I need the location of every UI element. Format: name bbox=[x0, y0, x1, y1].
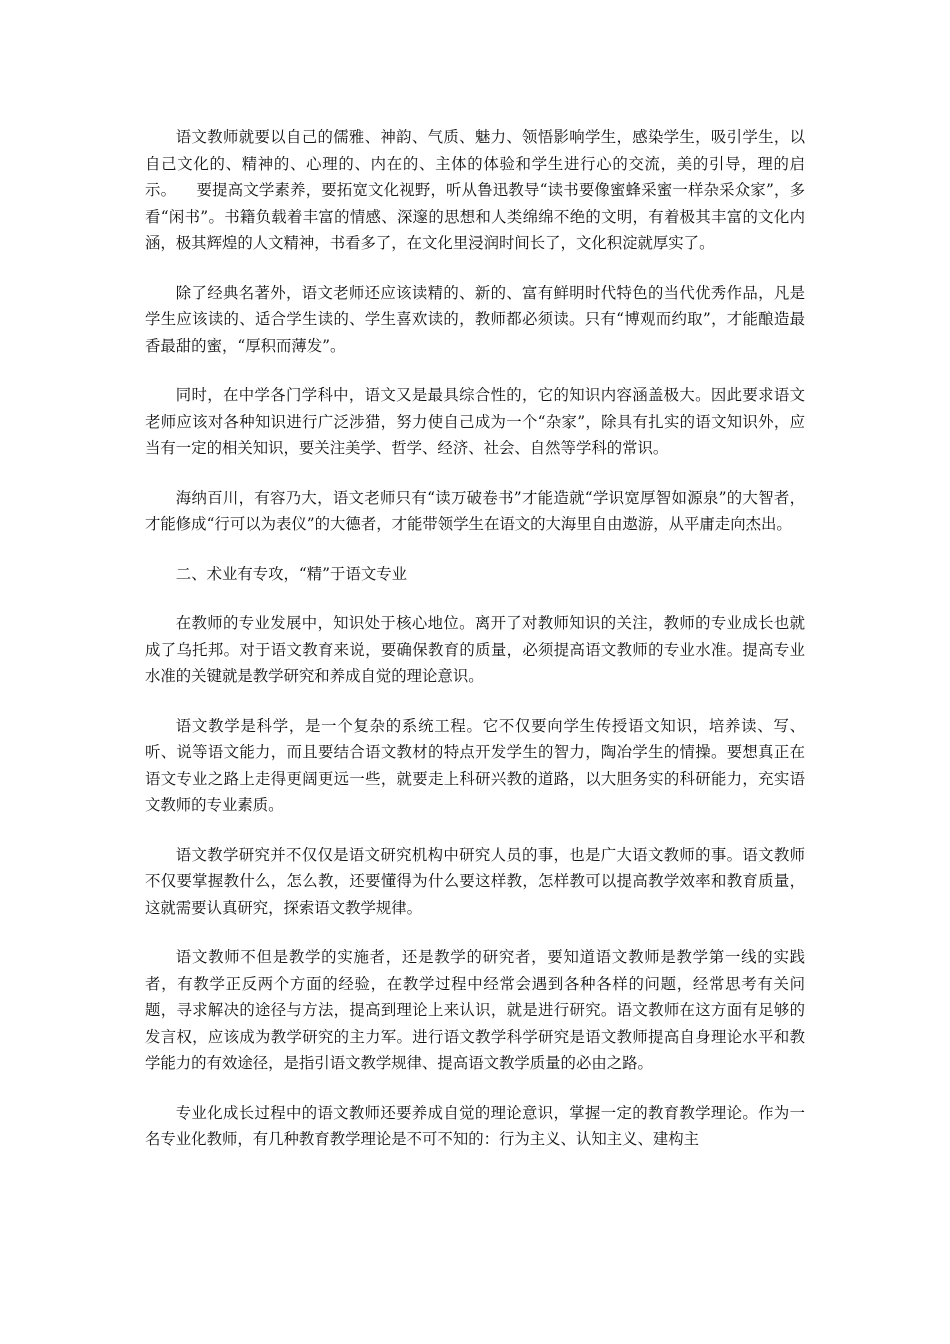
paragraph-1: 语文教师就要以自己的儒雅、神韵、气质、魅力、领悟影响学生，感染学生，吸引学生，以自己文化的、精神的、心理的、内在的、主体的体验和学生进行心的交流，美的引导，理的启示。 要提高文学素养，要拓宽文化视野，听从鲁迅教导“读书要像蜜蜂采蜜一样杂采众家”，多看“闲书”。书籍负载着丰富的情感、深邃的思想和人类绵绵不绝的文明，有着极其丰富的文化内涵，极其辉煌的人文精神，书看多了，在文化里浸润时间长了，文化积淀就厚实了。 bbox=[145, 128, 805, 252]
section-heading: 二、术业有专攻，“精”于语文专业 bbox=[175, 564, 408, 583]
paragraph-2: 除了经典名著外，语文老师还应该读精的、新的、富有鲜明时代特色的当代优秀作品，凡是学生应该读的、适合学生读的、学生喜欢读的，教师都必须读。只有“博观而约取”，才能酿造最香最甜的蜜，“厚积而薄发”。 bbox=[145, 283, 805, 355]
paragraph-7: 语文教学研究并不仅仅是语文研究机构中研究人员的事，也是广大语文教师的事。语文教师不仅要掌握教什么，怎么教，还要懂得为什么要这样教，怎样教可以提高教学效率和教育质量，这就需要认真研究，探索语文教学规律。 bbox=[145, 845, 805, 917]
paragraph-9: 专业化成长过程中的语文教师还要养成自觉的理论意识，掌握一定的教育教学理论。作为一名专业化教师，有几种教育教学理论是不可不知的：行为主义、认知主义、建构主 bbox=[145, 1103, 805, 1148]
paragraph-8: 语文教师不但是教学的实施者，还是教学的研究者，要知道语文教师是教学第一线的实践者，有教学正反两个方面的经验，在教学过程中经常会遇到各种各样的问题，经常思考有关问题，寻求解决的途径与方法，提高到理论上来认识，就是进行研究。语文教师在这方面有足够的发言权，应该成为教学研究的主力军。进行语文教学科学研究是语文教师提高自身理论水平和教学能力的有效途径，是指引语文教学规律、提高语文教学质量的必由之路。 bbox=[145, 948, 805, 1072]
paragraph-3: 同时，在中学各门学科中，语文又是最具综合性的，它的知识内容涵盖极大。因此要求语文老师应该对各种知识进行广泛涉猎，努力使自己成为一个“杂家”，除具有扎实的语文知识外，应当有一定的相关知识，要关注美学、哲学、经济、社会、自然等学科的常识。 bbox=[145, 386, 805, 457]
paragraph-5: 在教师的专业发展中，知识处于核心地位。离开了对教师知识的关注，教师的专业成长也就成了乌托邦。对于语文教育来说，要确保教育的质量，必须提高语文教师的专业水准。提高专业水准的关键就是教学研究和养成自觉的理论意识。 bbox=[145, 614, 805, 685]
paragraph-6: 语文教学是科学，是一个复杂的系统工程。它不仅要向学生传授语文知识，培养读、写、听、说等语文能力，而且要结合语文教材的特点开发学生的智力，陶冶学生的情操。要想真正在语文专业之路上走得更阔更远一些，就要走上科研兴教的道路，以大胆务实的科研能力，充实语文教师的专业素质。 bbox=[145, 716, 805, 814]
paragraph-4: 海纳百川，有容乃大，语文老师只有“读万破卷书”才能造就“学识宽厚智如源泉”的大智者，才能修成“行可以为表仪”的大德者，才能带领学生在语文的大海里自由遨游，从平庸走向杰出。 bbox=[145, 488, 805, 533]
document-body bbox=[145, 124, 805, 1176]
